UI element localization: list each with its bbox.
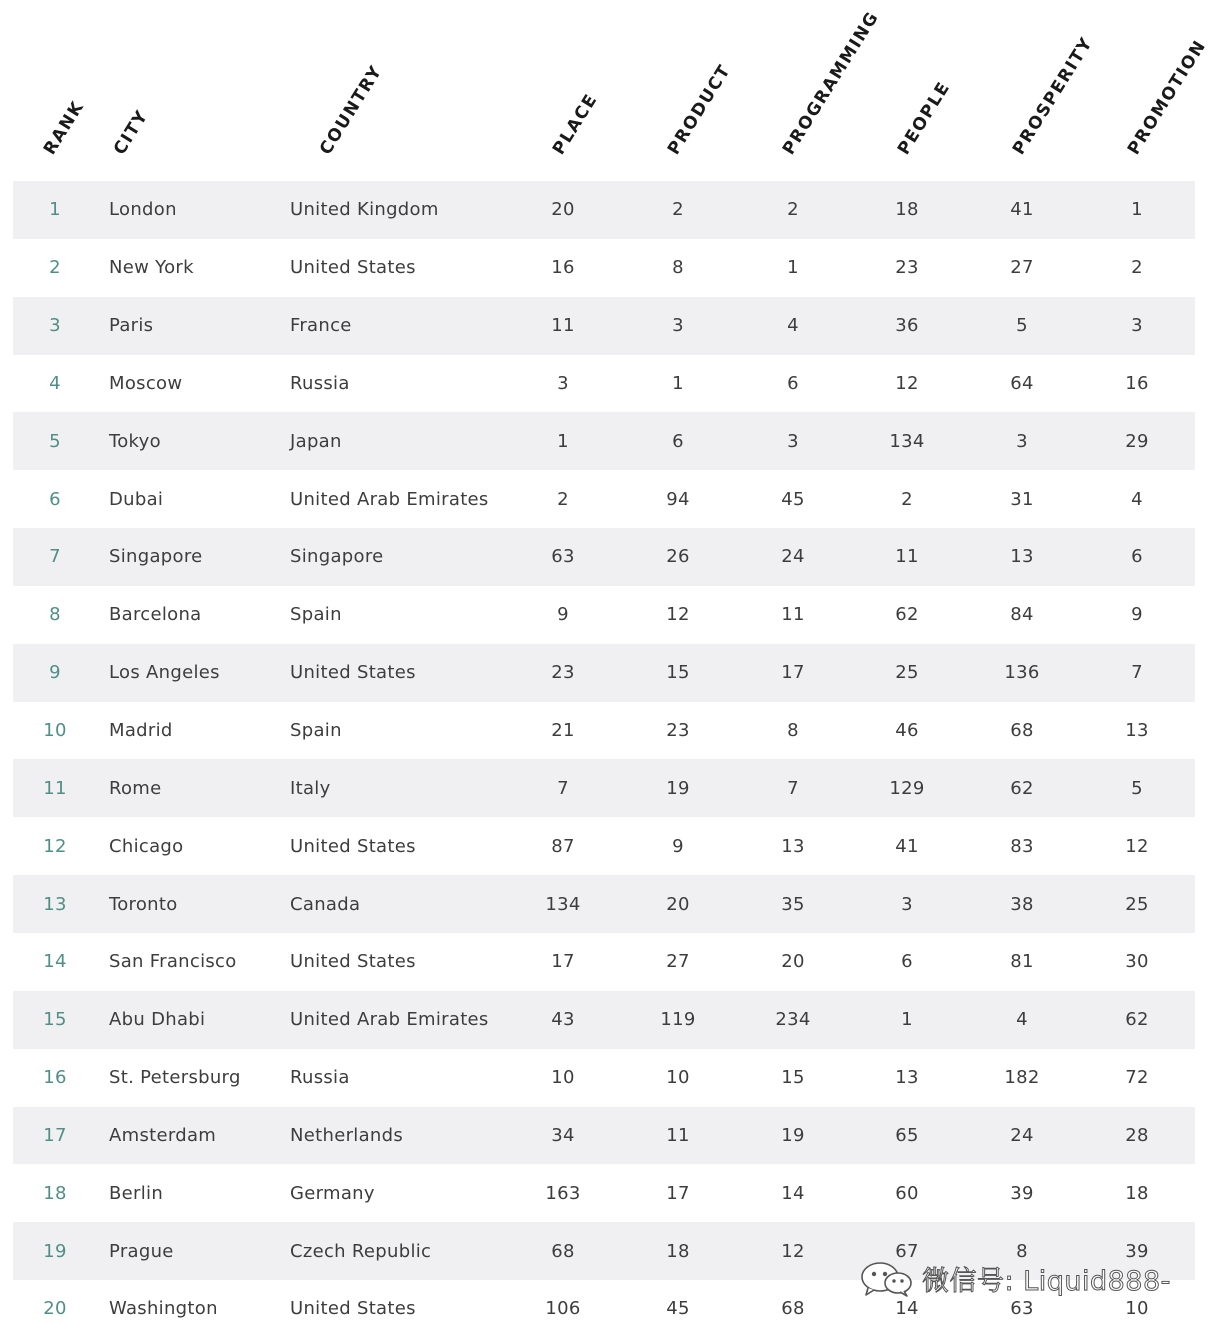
table-row [13,644,1195,702]
promotion-cell: 16 [1125,372,1149,394]
prosperity-cell: 68 [1010,720,1034,742]
promotion-cell: 1 [1131,199,1143,221]
people-cell: 12 [895,372,919,394]
prosperity-cell: 39 [1010,1182,1034,1204]
country-cell: United States [290,835,416,857]
people-cell: 62 [895,604,919,626]
header-prosperity-label: PROSPERITY [1008,33,1098,159]
city-cell: Chicago [109,835,184,857]
product-cell: 6 [672,430,684,452]
country-cell: United States [290,951,416,973]
product-cell: 2 [672,199,684,221]
city-cell: Paris [109,315,154,337]
rank-cell: 7 [49,546,61,568]
promotion-cell: 4 [1131,488,1143,510]
city-cell: Amsterdam [109,1124,217,1146]
programming-cell: 11 [781,604,805,626]
rank-cell: 1 [49,199,61,221]
promotion-cell: 10 [1125,1298,1149,1320]
promotion-cell: 9 [1131,604,1143,626]
city-cell: Abu Dhabi [109,1009,206,1031]
people-cell: 23 [895,257,919,279]
product-cell: 119 [660,1009,696,1031]
rank-cell: 15 [43,1009,67,1031]
promotion-cell: 25 [1125,893,1149,915]
rank-cell: 17 [43,1124,67,1146]
people-cell: 18 [895,199,919,221]
place-cell: 11 [551,315,575,337]
city-cell: Barcelona [109,604,202,626]
place-cell: 63 [551,546,575,568]
programming-cell: 7 [787,777,799,799]
programming-cell: 17 [781,662,805,684]
programming-cell: 19 [781,1124,805,1146]
promotion-cell: 7 [1131,662,1143,684]
country-cell: United Kingdom [290,199,439,221]
product-cell: 19 [666,777,690,799]
rank-cell: 4 [49,372,61,394]
place-cell: 134 [545,893,581,915]
country-cell: Canada [290,893,361,915]
prosperity-cell: 64 [1010,372,1034,394]
table-row [13,412,1195,470]
rank-cell: 16 [43,1067,67,1089]
product-cell: 1 [672,372,684,394]
place-cell: 17 [551,951,575,973]
people-cell: 13 [895,1067,919,1089]
product-cell: 17 [666,1182,690,1204]
people-cell: 25 [895,662,919,684]
people-cell: 129 [889,777,925,799]
country-cell: United Arab Emirates [290,488,489,510]
city-cell: Madrid [109,720,173,742]
table-row [13,702,1195,760]
place-cell: 68 [551,1240,575,1262]
people-cell: 65 [895,1124,919,1146]
product-cell: 23 [666,720,690,742]
prosperity-cell: 13 [1010,546,1034,568]
country-cell: France [290,315,352,337]
rank-cell: 6 [49,488,61,510]
place-cell: 16 [551,257,575,279]
header-rank-label: RANK [39,97,89,159]
people-cell: 67 [895,1240,919,1262]
table-row [13,1164,1195,1222]
programming-cell: 2 [787,199,799,221]
header-city-label: CITY [109,106,153,159]
city-cell: Washington [109,1298,218,1320]
rank-cell: 10 [43,720,67,742]
prosperity-cell: 27 [1010,257,1034,279]
country-cell: United States [290,1298,416,1320]
programming-cell: 234 [775,1009,811,1031]
people-cell: 14 [895,1298,919,1320]
promotion-cell: 13 [1125,720,1149,742]
city-cell: London [109,199,177,221]
programming-cell: 45 [781,488,805,510]
city-cell: Berlin [109,1182,164,1204]
rank-cell: 13 [43,893,67,915]
prosperity-cell: 24 [1010,1124,1034,1146]
place-cell: 20 [551,199,575,221]
people-cell: 41 [895,835,919,857]
promotion-cell: 5 [1131,777,1143,799]
table-row [13,528,1195,586]
table-row [13,586,1195,644]
people-cell: 6 [901,951,913,973]
promotion-cell: 62 [1125,1009,1149,1031]
promotion-cell: 2 [1131,257,1143,279]
rank-cell: 20 [43,1298,67,1320]
table-row [13,239,1195,297]
table-row [13,875,1195,933]
country-cell: Russia [290,1067,350,1089]
promotion-cell: 39 [1125,1240,1149,1262]
place-cell: 87 [551,835,575,857]
product-cell: 11 [666,1124,690,1146]
header-programming-label: PROGRAMMING [778,7,884,159]
table-row [13,817,1195,875]
programming-cell: 4 [787,315,799,337]
city-cell: New York [109,257,194,279]
rank-cell: 14 [43,951,67,973]
rank-cell: 8 [49,604,61,626]
people-cell: 2 [901,488,913,510]
promotion-cell: 12 [1125,835,1149,857]
country-cell: Russia [290,372,350,394]
promotion-cell: 18 [1125,1182,1149,1204]
programming-cell: 3 [787,430,799,452]
city-cell: Dubai [109,488,164,510]
prosperity-cell: 5 [1016,315,1028,337]
programming-cell: 20 [781,951,805,973]
programming-cell: 14 [781,1182,805,1204]
place-cell: 23 [551,662,575,684]
rank-cell: 12 [43,835,67,857]
place-cell: 9 [557,604,569,626]
product-cell: 26 [666,546,690,568]
watermark-text: 微信号: Liquid888- [922,1265,1171,1297]
people-cell: 46 [895,720,919,742]
people-cell: 60 [895,1182,919,1204]
people-cell: 1 [901,1009,913,1031]
prosperity-cell: 41 [1010,199,1034,221]
place-cell: 1 [557,430,569,452]
table-row [13,355,1195,413]
product-cell: 18 [666,1240,690,1262]
country-cell: United Arab Emirates [290,1009,489,1031]
people-cell: 3 [901,893,913,915]
place-cell: 163 [545,1182,581,1204]
country-cell: Czech Republic [290,1240,432,1262]
header-people-label: PEOPLE [893,78,955,159]
watermark [858,1258,1171,1298]
country-cell: United States [290,662,416,684]
promotion-cell: 29 [1125,430,1149,452]
product-cell: 8 [672,257,684,279]
programming-cell: 1 [787,257,799,279]
country-cell: Japan [290,430,342,452]
programming-cell: 35 [781,893,805,915]
country-cell: United States [290,257,416,279]
header-promotion-label: PROMOTION [1123,36,1211,159]
city-cell: Rome [109,777,162,799]
place-cell: 21 [551,720,575,742]
product-cell: 10 [666,1067,690,1089]
header-product-label: PRODUCT [663,61,736,159]
country-cell: Italy [290,777,331,799]
rank-cell: 18 [43,1182,67,1204]
ranking-table [13,181,1195,1338]
product-cell: 94 [666,488,690,510]
table-row [13,1107,1195,1165]
product-cell: 27 [666,951,690,973]
programming-cell: 8 [787,720,799,742]
country-cell: Germany [290,1182,375,1204]
header-country-label: COUNTRY [315,61,387,159]
city-cell: Tokyo [109,430,161,452]
product-cell: 15 [666,662,690,684]
product-cell: 9 [672,835,684,857]
city-cell: St. Petersburg [109,1067,241,1089]
people-cell: 11 [895,546,919,568]
prosperity-cell: 136 [1004,662,1040,684]
country-cell: Spain [290,720,342,742]
place-cell: 10 [551,1067,575,1089]
promotion-cell: 6 [1131,546,1143,568]
country-cell: Spain [290,604,342,626]
prosperity-cell: 84 [1010,604,1034,626]
city-cell: San Francisco [109,951,237,973]
people-cell: 36 [895,315,919,337]
city-cell: Singapore [109,546,203,568]
prosperity-cell: 4 [1016,1009,1028,1031]
programming-cell: 12 [781,1240,805,1262]
product-cell: 12 [666,604,690,626]
prosperity-cell: 31 [1010,488,1034,510]
programming-cell: 15 [781,1067,805,1089]
promotion-cell: 30 [1125,951,1149,973]
prosperity-cell: 38 [1010,893,1034,915]
table-row [13,1049,1195,1107]
prosperity-cell: 83 [1010,835,1034,857]
rank-cell: 9 [49,662,61,684]
country-cell: Netherlands [290,1124,404,1146]
wechat-icon [858,1258,914,1298]
product-cell: 45 [666,1298,690,1320]
place-cell: 3 [557,372,569,394]
prosperity-cell: 8 [1016,1240,1028,1262]
product-cell: 20 [666,893,690,915]
table-row [13,991,1195,1049]
place-cell: 43 [551,1009,575,1031]
prosperity-cell: 182 [1004,1067,1040,1089]
city-cell: Los Angeles [109,662,220,684]
rank-cell: 5 [49,430,61,452]
prosperity-cell: 62 [1010,777,1034,799]
product-cell: 3 [672,315,684,337]
city-cell: Toronto [109,893,178,915]
rank-cell: 2 [49,257,61,279]
programming-cell: 68 [781,1298,805,1320]
country-cell: Singapore [290,546,384,568]
promotion-cell: 3 [1131,315,1143,337]
table-header [0,0,1214,180]
header-place-label: PLACE [548,90,602,159]
programming-cell: 24 [781,546,805,568]
table-row [13,297,1195,355]
people-cell: 134 [889,430,925,452]
place-cell: 34 [551,1124,575,1146]
city-cell: Moscow [109,372,183,394]
promotion-cell: 72 [1125,1067,1149,1089]
table-row [13,933,1195,991]
programming-cell: 6 [787,372,799,394]
programming-cell: 13 [781,835,805,857]
prosperity-cell: 3 [1016,430,1028,452]
table-row [13,470,1195,528]
prosperity-cell: 63 [1010,1298,1034,1320]
rank-cell: 11 [43,777,67,799]
rank-cell: 3 [49,315,61,337]
prosperity-cell: 81 [1010,951,1034,973]
place-cell: 7 [557,777,569,799]
table-row [13,759,1195,817]
place-cell: 2 [557,488,569,510]
rank-cell: 19 [43,1240,67,1262]
place-cell: 106 [545,1298,581,1320]
promotion-cell: 28 [1125,1124,1149,1146]
city-cell: Prague [109,1240,174,1262]
table-row [13,181,1195,239]
